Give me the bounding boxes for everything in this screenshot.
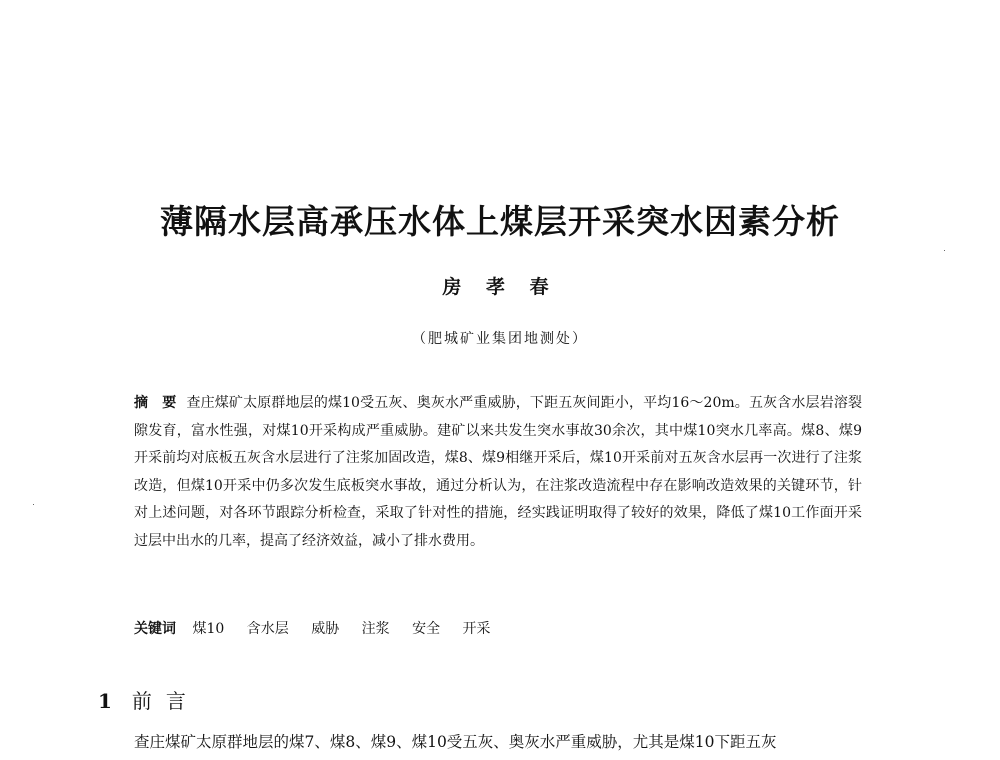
abstract-text: 查庄煤矿太原群地层的煤10受五灰、奥灰水严重威胁，下距五灰间距小，平均16～20m。五灰含水层岩溶裂隙发育，富水性强，对煤10开采构成严重威胁。建矿以来共发生突水事故30余次，其中煤10突水几率高。煤8、煤9开采前均对底板五灰含水层进行了注浆加固改造，煤8、煤9相继开采后，煤10开采前对五灰含水层再一次进行了注浆改造，但煤10开采中仍多次发生底板突水事故，通过分析认为，在注浆改造流程中存在影响改造效果的关键环节，针对上述问题，对各环节跟踪分析检查，采取了针对性的措施，经实践证明取得了较好的效果，降低了煤10工作面开采过层中出水的几率，提高了经济效益，减小了排水费用。 <box>134 395 863 549</box>
keyword-item: 安全 <box>412 621 441 637</box>
keyword-item: 含水层 <box>246 621 289 637</box>
section-title: 前言 <box>131 689 200 713</box>
author-name: 房 孝 春 <box>442 276 558 298</box>
body-paragraph: 查庄煤矿太原群地层的煤7、煤8、煤9、煤10受五灰、奥灰水严重威胁，尤其是煤10下距五灰 <box>134 733 777 751</box>
paper-title: 薄隔水层高承压水体上煤层开采突水因素分析 <box>160 202 840 241</box>
keyword-item: 注浆 <box>361 621 390 637</box>
section-number: 1 <box>98 689 112 713</box>
keywords-label: 关键词 <box>134 621 176 637</box>
section-heading <box>98 685 200 714</box>
keyword-item: 开采 <box>462 621 491 637</box>
abstract-block <box>134 390 862 556</box>
scan-speck <box>944 250 945 251</box>
abstract-label: 摘 要 <box>134 395 177 411</box>
keyword-item: 煤10 <box>192 621 225 637</box>
keyword-item: 威胁 <box>311 621 340 637</box>
scan-speck <box>33 504 34 505</box>
author-affiliation: （肥城矿业集团地测处） <box>412 331 588 347</box>
keywords-line <box>134 616 862 644</box>
